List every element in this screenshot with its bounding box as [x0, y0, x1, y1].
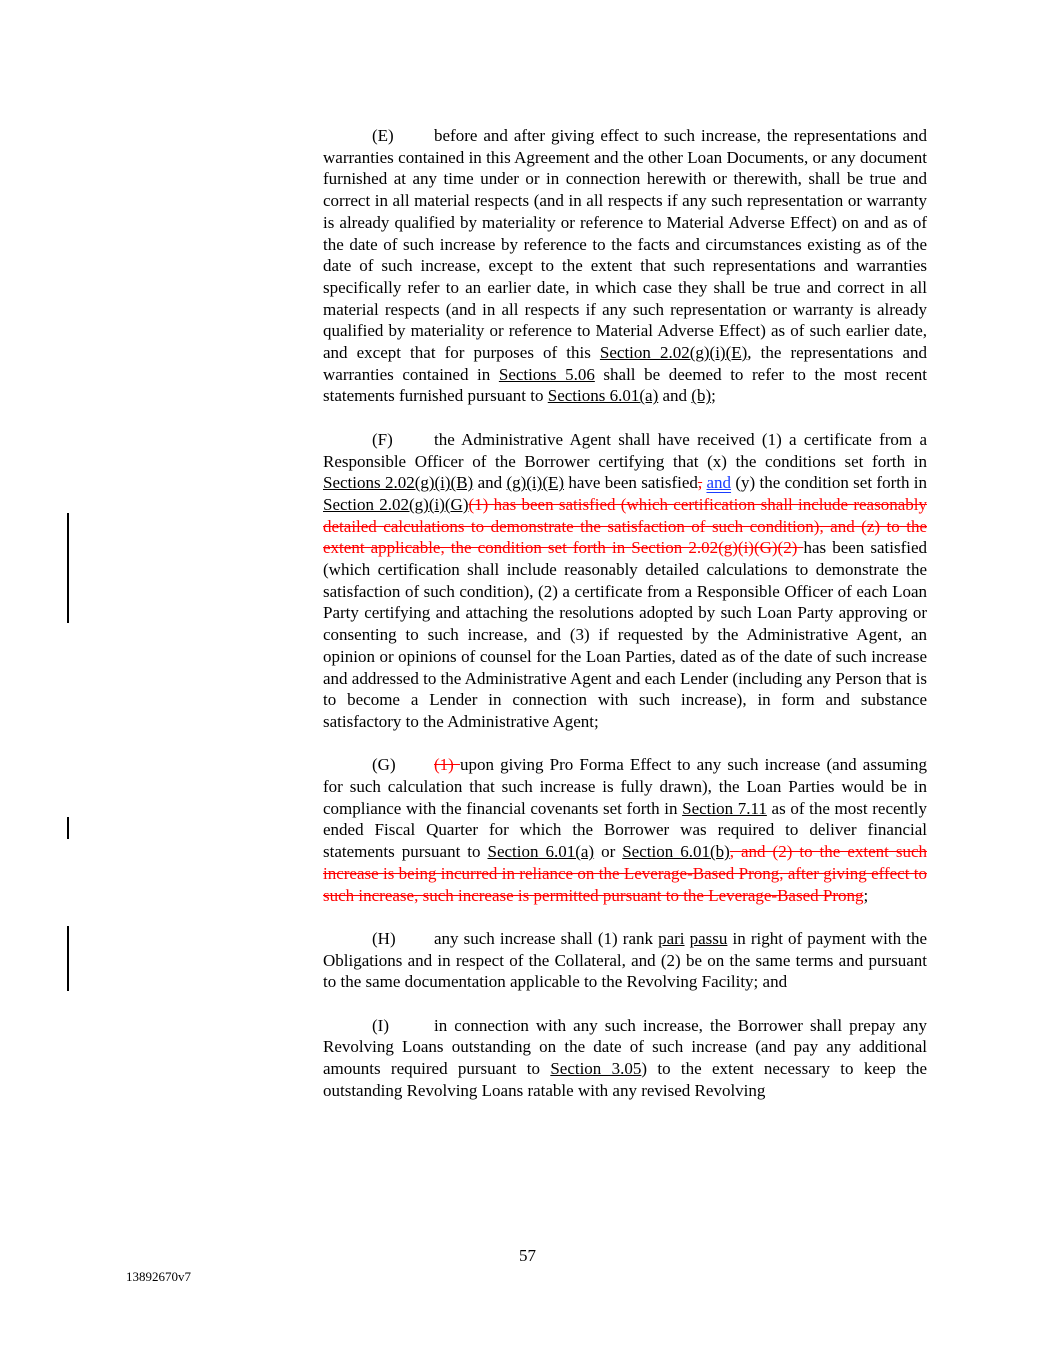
change-bar — [67, 513, 69, 623]
section-reference: Section 7.11 — [682, 798, 767, 818]
section-reference: Section 6.01(a) — [487, 842, 595, 862]
deleted-text: , — [697, 473, 703, 493]
section-reference: (g)(i)(E) — [506, 473, 565, 493]
section-reference: Section 2.02(g)(i)(G) — [323, 494, 469, 514]
document-body — [323, 125, 927, 1123]
clause-g: (G) (1) upon giving Pro Forma Effect to any such increase (and assuming for such calculation that such increase is fully drawn), the Loan Parties would be in compliance with the financial covenants set forth in Section 7.11 as of the most recently ended Fiscal Quarter for which the Borrower was required to deliver financial statements pursuant to Section 6.01(a) or Section 6.01(b), and (2) to the extent such increase is being incurred in reliance on the Leverage-Based Prong, after giving effect to such increase, such increase is permitted pursuant to the Leverage-Based Prong; — [323, 755, 928, 905]
inserted-text: and — [706, 473, 732, 493]
section-reference: Sections 6.01(a) — [547, 386, 659, 406]
change-bar — [67, 926, 69, 991]
clause-label: (E) — [372, 126, 394, 145]
section-reference: Section 3.05 — [550, 1059, 642, 1079]
section-reference: (b) — [691, 386, 712, 406]
document-id: 13892670v7 — [126, 1269, 191, 1284]
deleted-text: (1) — [434, 755, 460, 775]
deleted-section-reference: Section 2.02(g)(i)(G)(2) — [631, 538, 798, 558]
section-reference: Section 6.01(b) — [622, 842, 730, 862]
clause-i: (I) in connection with any such increase, the Borrower shall prepay any Revolving Loans outstanding on the date of such increase (and pay any additional amounts required pursuant to Section 3.05) to the extent necessary to keep the outstanding Revolving Loans ratable with any revised Revolving — [323, 1015, 927, 1100]
clause-label: (G) — [372, 755, 396, 775]
deleted-text: , and (2) to the extent such increase is being incurred in reliance on the Leverage-Based Prong, after giving effect to such increase, such increase is permitted pursuant to the Leverage-Based Prong — [323, 842, 927, 905]
section-reference: Sections 2.02(g)(i)(B) — [323, 473, 474, 493]
section-reference: Section 2.02(g)(i)(E) — [599, 343, 748, 363]
deleted-text: (1) has been satisfied (which certification shall include reasonably detailed calculations to demonstrate the satisfaction of such condition), and (z) to the extent applicable, the condition set forth in — [323, 494, 927, 558]
clause-label: (F) — [372, 429, 393, 449]
clause-label: (I) — [372, 1015, 389, 1035]
clause-h: (H) any such increase shall (1) rank pari passu in right of payment with the Obligations and in respect of the Collateral, and (2) be on the same terms and pursuant to the same documentation applicable to the Revolving Facility; and — [323, 928, 927, 992]
change-bar — [67, 817, 69, 839]
clause-label: (H) — [372, 928, 396, 948]
clause-e: (E) before and after giving effect to such increase, the representations and warranties contained in this Agreement and the other Loan Documents, or any document furnished at any time under or in connection herewith or therewith, shall be true and correct in all material respects (and in all respects if any such representation or warranty is already qualified by materiality or reference to Material Adverse Effect) on and as of the date of such increase by reference to the facts and circumstances existing as of the date of such increase, except to the extent that such representations and warranties specifically refer to an earlier date, in which case they shall be true and correct in all material respects (and in all respects if any such representation or warranty is already qualified by materiality or reference to Material Adverse Effect) as of such earlier date, and except that for purposes of this Section 2.02(g)(i)(E), the representations and warranties contained in Sections 5.06 shall be deemed to refer to the most recent statements furnished pursuant to Sections 6.01(a) and (b); — [323, 126, 928, 406]
section-reference: Sections 5.06 — [498, 364, 595, 384]
page-number: 57 — [519, 1246, 536, 1265]
clause-f: (F) the Administrative Agent shall have received (1) a certificate from a Responsible Officer of the Borrower certifying that (x) the conditions set forth in Sections 2.02(g)(i)(B) and (g)(i)(E) have been satisfied, and (y) the condition set forth in Section 2.02(g)(i)(G)(1) has been satisfied (which certification shall include reasonably detailed calculations to demonstrate the satisfaction of such condition), and (z) to the extent applicable, the condition set forth in Section 2.02(g)(i)(G)(2) has been satisfied (which certification shall include reasonably detailed calculations to demonstrate the satisfaction of such condition), (2) a certificate from a Responsible Officer of each Loan Party certifying and attaching the resolutions adopted by such Loan Party approving or consenting to such increase, and (3) if requested by the Administrative Agent, an opinion or opinions of counsel for the Loan Parties, dated as of the date of such increase and addressed to the Administrative Agent and each Lender (including any Person that is to become a Lender in connection with such increase), in form and substance satisfactory to the Administrative Agent; — [323, 429, 928, 731]
latin-term: pari — [658, 928, 685, 948]
latin-term: passu — [689, 928, 728, 948]
